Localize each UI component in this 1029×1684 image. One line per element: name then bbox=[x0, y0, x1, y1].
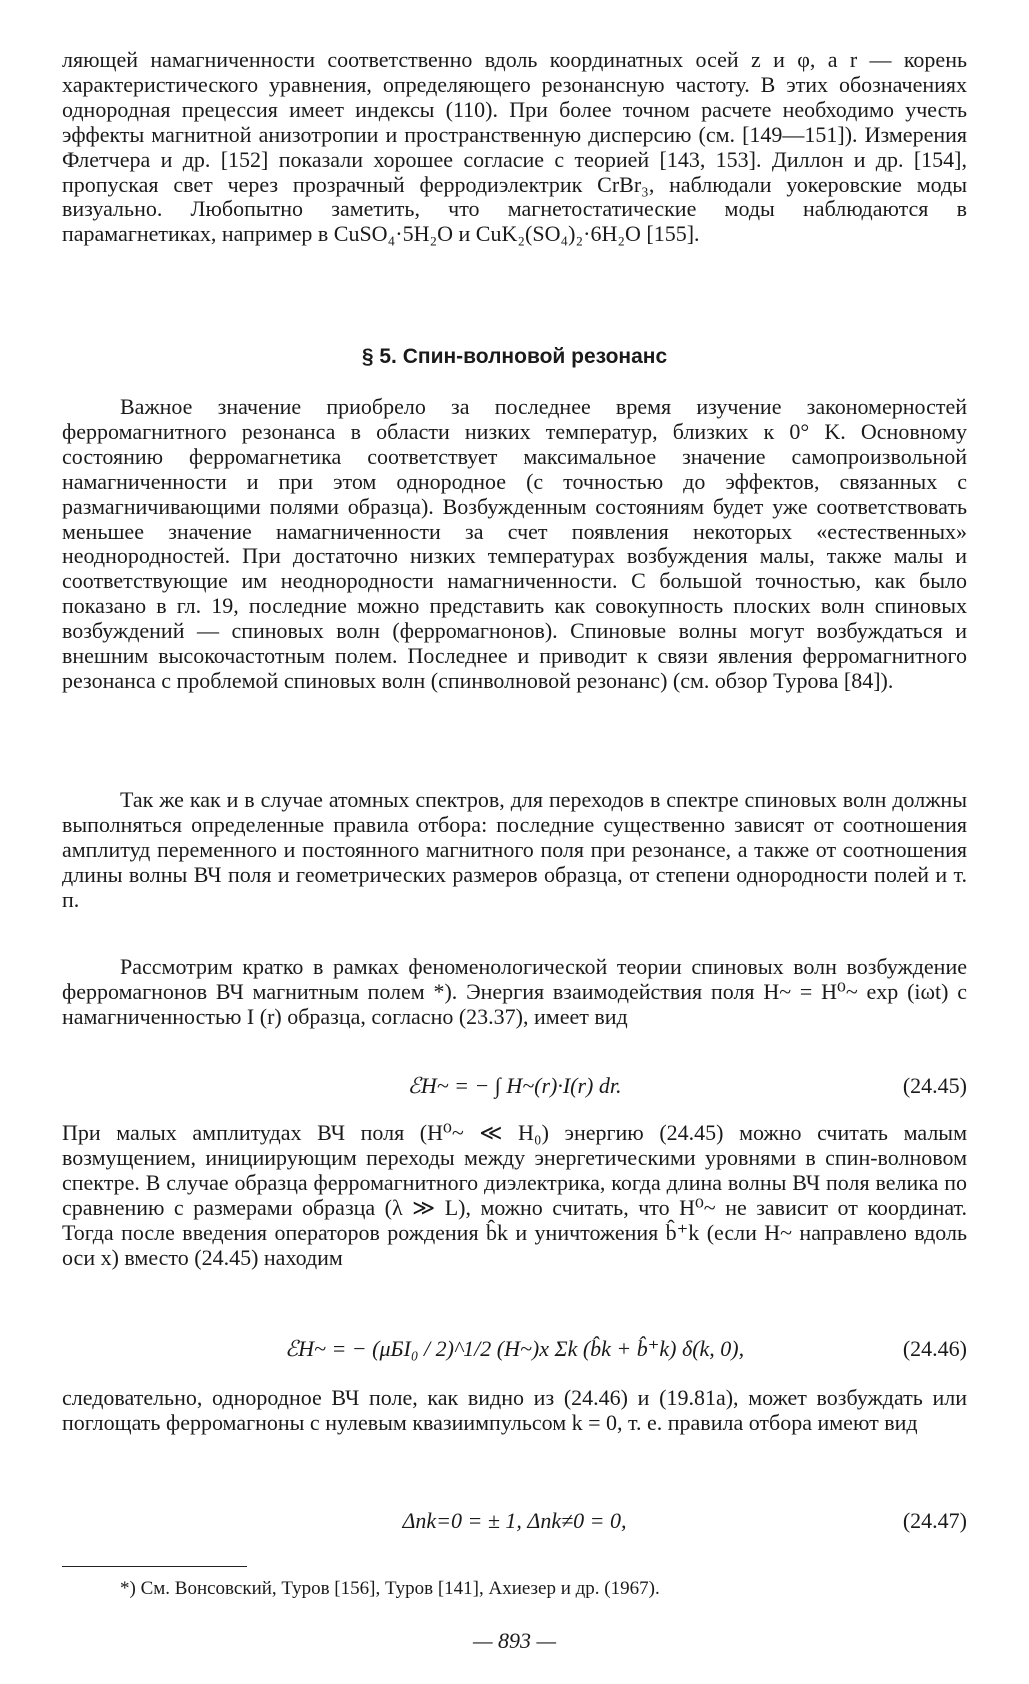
equation-formula: ℰH~ = − ∫ H~(r)·I(r) dr. bbox=[407, 1073, 622, 1098]
paragraph-5: следовательно, однородное ВЧ поле, как видно из (24.46) и (19.81а), может возбуждать или поглощать ферромагноны с нулевым квазиимпульсом k = 0, т. е. правила отбора имеют вид bbox=[62, 1385, 967, 1435]
equation-number: (24.46) bbox=[902, 1336, 967, 1361]
equation-24-45 bbox=[62, 1073, 967, 1113]
equation-number: (24.47) bbox=[902, 1508, 967, 1533]
continuation-paragraph: ляющей намагниченности соответственно вдоль координатных осей z и φ, а r — корень характеристического уравнения, определяющего резонансную частоту. В этих обозначениях однородная прецессия имеет индексы (110). При более точном расчете необходимо учесть эффекты магнитной анизотропии и пространственную дисперсию (см. [149—151]). Измерения Флетчера и др. [152] показали хорошее согласие с теорией [143, 153]. Диллон и др. [154], пропуская свет через прозрачный ферродиэлектрик CrBr₃, наблюдали уокеровские моды визуально. Любопытно заметить, что магнетостатические моды наблюдаются в парамагнетиках, например в CuSO₄·5H₂O и CuK₂(SO₄)₂·6H₂O [155]. bbox=[62, 47, 967, 247]
paragraph-2: Так же как и в случае атомных спектров, для переходов в спектре спиновых волн должны выполняться определенные правила отбора: последние существенно зависят от соотношения амплитуд переменного и постоянного магнитного поля при резонансе, а также от соотношения длины волны ВЧ поля и геометрических размеров образца, от степени однородности полей и т. п. bbox=[62, 787, 967, 912]
footnote-divider bbox=[62, 1566, 247, 1567]
equation-24-46 bbox=[62, 1336, 967, 1376]
footnote: *) См. Вонсовский, Туров [156], Туров [141], Ахиезер и др. (1967). bbox=[120, 1578, 660, 1599]
paragraph-3: Рассмотрим кратко в рамках феноменологической теории спиновых волн возбуждение ферромагнонов ВЧ магнитным полем *). Энергия взаимодействия поля H~ = H⁰~ exp (iωt) с намагниченностью I (r) образца, согласно (23.37), имеет вид bbox=[62, 954, 967, 1029]
equation-number: (24.45) bbox=[902, 1073, 967, 1098]
paragraph-4: При малых амплитудах ВЧ поля (H⁰~ ≪ H₀) энергию (24.45) можно считать малым возмущением, инициирующим переходы между энергетическими уровнями в спин-волновом спектре. В случае образца ферромагнитного диэлектрика, когда длина волны ВЧ поля велика по сравнению с размерами образца (λ ≫ L), можно считать, что H⁰~ не зависит от координат. Тогда после введения операторов рождения b̂k и уничтожения b̂⁺k (если H~ направлено вдоль оси x) вместо (24.45) находим bbox=[62, 1120, 967, 1270]
section-heading: § 5. Спин-волновой резонанс bbox=[361, 345, 668, 368]
equation-formula: Δnk=0 = ± 1, Δnk≠0 = 0, bbox=[402, 1508, 627, 1533]
equation-24-47 bbox=[62, 1508, 967, 1548]
equation-formula: ℰH~ = − (μБI₀ / 2)^1/2 (H~)x Σk (b̂k + b̂⁺k) δ(k, 0), bbox=[284, 1336, 745, 1361]
document-page bbox=[62, 0, 967, 1684]
paragraph-1: Важное значение приобрело за последнее время изучение закономерностей ферромагнитного резонанса в области низких температур, близких к 0° K. Основному состоянию ферромагнетика соответствует максимальное значение самопроизвольной намагниченности и при этом однородное (с точностью до эффектов, связанных с размагничивающими полями образца). Возбужденным состояниям будет уже соответствовать меньшее значение намагниченности за счет появления некоторых «естественных» неоднородностей. При достаточно низких температурах возбуждения малы, также малы и соответствующие им неоднородности намагниченности. С большой точностью, как было показано в гл. 19, последние можно представить как совокупность плоских волн спиновых возбуждений — спиновых волн (ферромагнонов). Спиновые волны могут возбуждаться и внешним высокочастотным полем. Последнее и приводит к связи явления ферромагнитного резонанса с проблемой спиновых волн (спинволновой резонанс) (см. обзор Турова [84]). bbox=[62, 394, 967, 693]
page-number: — 893 — bbox=[472, 1628, 557, 1653]
